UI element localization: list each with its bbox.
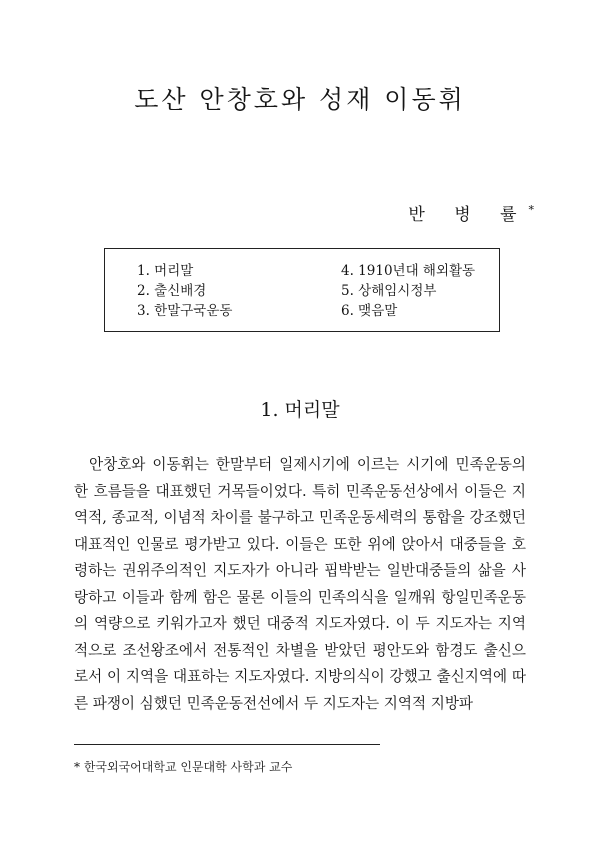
author-name: 반 병 률 <box>408 205 529 225</box>
toc-item: 2. 출신배경 <box>137 283 207 299</box>
toc-left-column <box>137 261 232 321</box>
toc-right-column <box>341 261 475 321</box>
toc-item: 4. 1910년대 해외활동 <box>341 263 476 279</box>
toc-item: 3. 한말구국운동 <box>137 303 233 319</box>
paper-title: 도산 안창호와 성재 이동휘 <box>134 85 466 114</box>
toc-item: 6. 맺음말 <box>341 303 398 319</box>
section-heading: 1. 머리말 <box>260 399 340 421</box>
footnote-divider <box>74 744 380 745</box>
table-of-contents-box <box>104 248 500 332</box>
toc-item: 5. 상해임시정부 <box>341 283 437 299</box>
toc-item: 1. 머리말 <box>137 263 194 279</box>
footnote: * 한국외국어대학교 인문대학 사학과 교수 <box>74 760 293 774</box>
author-footnote-mark: * <box>528 203 534 217</box>
body-paragraph: 안창호와 이동휘는 한말부터 일제시기에 이르는 시기에 민족운동의 한 흐름들을 대표했던 거목들이었다. 특히 민족운동선상에서 이들은 지역적, 종교적, 이념적 차이를 불구하고 민족운동세력의 통합을 강조했던 대표적인 인물로 평가받고 있다. 이들은 또한 위에 앉아서 대중들을 호령하는 권위주의적인 지도자가 아니라 핍박받는 일반대중들의 삶을 사랑하고 이들과 함께 함은 물론 이들의 민족의식을 일깨워 항일민족운동의 역량으로 키워가고자 했던 대중적 지도자였다. 이 두 지도자는 지역적으로 조선왕조에서 전통적인 차별을 받았던 평안도와 함경도 출신으로서 이 지역을 대표하는 지도자였다. 지방의식이 강했고 출신지역에 따른 파쟁이 심했던 민족운동전선에서 두 지도자는 지역적 지방파 <box>74 456 526 712</box>
author-line <box>408 200 534 225</box>
